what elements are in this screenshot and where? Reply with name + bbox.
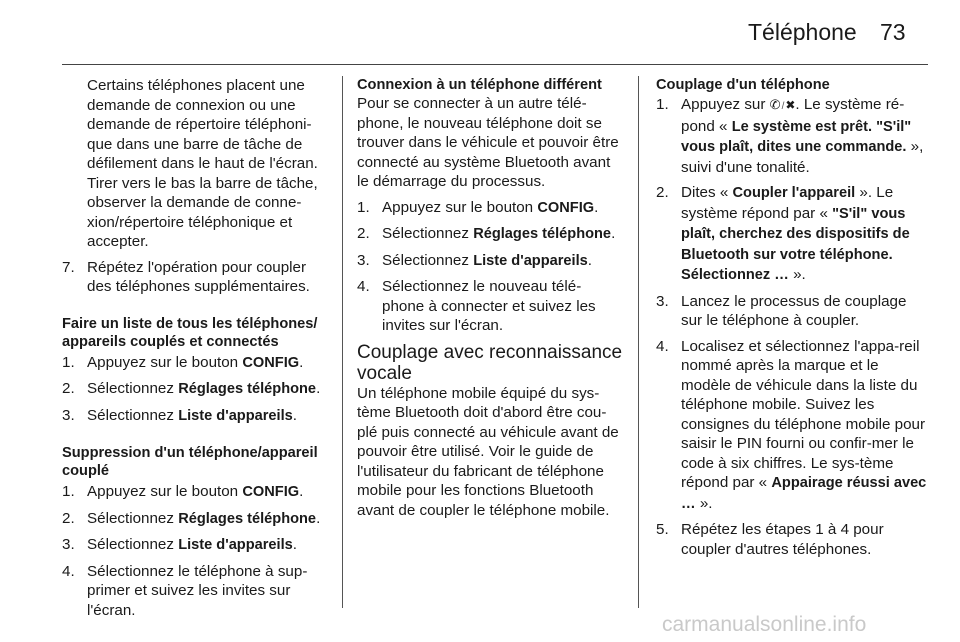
item-text: Sélectionnez [87,406,179,424]
voice-prompt: Appairage réussi avec … [681,475,927,512]
item-text: Sélectionnez [87,509,179,527]
list-item [62,482,328,503]
item-text: . [299,483,304,500]
item-text: Appuyez sur [681,96,770,113]
item-number: 1. [656,96,669,113]
connect-other-steps [357,198,623,336]
item-number: 7. [62,258,75,276]
column-1 [62,76,328,626]
item-text: . [292,406,298,424]
list-item [656,183,928,286]
item-text: . Le système ré-pond « [681,96,905,135]
column-2 [357,76,623,520]
column-divider-1 [342,76,343,608]
item-number: 2. [357,225,370,242]
section-heading-delete-device: Suppression d'un téléphone/appareil couplé [62,445,318,479]
item-text: . [299,353,304,371]
continued-paragraph: Certains téléphones placent une demande de connexion ou une demande de répertoire téléphoni-que dans une barre de tâche de défilement dans le haut de l'écran. Tirer vers le bas la barre de tâche, observer la demande de conne-xion/répertoire téléphonique et accepter. [87,77,318,250]
item-number: 4. [656,337,669,355]
column-divider-2 [638,76,639,608]
list-item [656,292,928,331]
item-text: . [587,251,593,269]
voice-pairing-paragraph: Un téléphone mobile équipé du sys-tème Bluetooth doit d'abord être cou-plé puis connecté au véhicule avant de pouvoir être utilisé. Voir le guide de l'utilisateur du fabricant de téléphone mobile pour les fonctions Bluetooth avant de coupler le téléphone mobile. [357,384,619,519]
voice-prompt: "S'il" vous plaît, cherchez des dispositifs de Bluetooth sur votre téléphone. Sélectionnez … [681,205,910,283]
item-number: 1. [62,353,75,371]
list-item [656,95,928,177]
item-text: . [316,509,321,527]
page-number: 73 [880,19,906,45]
item-number: 1. [357,198,370,216]
item-text: Répétez l'opération pour coupler des téléphones supplémentaires. [87,258,310,295]
list-item [656,520,928,559]
config-button-label: CONFIG [537,199,595,216]
config-button-label: CONFIG [242,484,300,500]
section-heading-connect-other: Connexion à un téléphone différent [357,77,602,93]
header-rule [62,64,928,65]
list-item [656,337,928,515]
menu-label: Liste d'appareils [178,407,293,424]
item-number: 4. [357,278,370,295]
slash-separator: / [781,101,785,112]
item-text: Sélectionnez [87,536,179,553]
item-text: ». [788,266,806,283]
item-text: Appuyez sur le bouton [87,353,243,371]
connect-other-paragraph: Pour se connecter à un autre télé-phone, le nouveau téléphone doit se trouver dans le véhicule et pouvoir être connecté au système Bluetooth avant le démarrage du processus. [357,95,619,190]
spacer [62,303,328,315]
item-text: Sélectionnez le nouveau télé-phone à connecter et suivez les invites sur l'écran. [382,278,596,334]
list-item [357,251,623,272]
item-text: Sélectionnez le téléphone à sup-primer et suivez les invites sur l'écran. [87,562,308,619]
item-text: . [316,380,321,397]
item-number: 3. [656,292,669,310]
item-text: Localisez et sélectionnez l'appa-reil nommé après la marque et le modèle de véhicule dans la liste du téléphone mobile. Suivez les consignes du téléphone mobile pour saisir le PIN fourni ou confir-mer le code à six chiffres. Le sys-tème répond par « [681,337,926,491]
continued-list [62,258,328,297]
menu-label: Réglages téléphone [178,381,317,397]
list-item [62,535,328,556]
item-text: Dites « [681,184,733,201]
list-item [62,258,328,297]
watermark: carmanualsonline.info [662,613,867,636]
item-text: . [292,536,298,553]
section-heading-voice-pairing: Couplage avec reconnaissance vocale [357,341,623,384]
item-text: Appuyez sur le bouton [382,198,538,216]
menu-label: Liste d'appareils [178,537,293,553]
menu-label: Liste d'appareils [473,252,588,269]
call-answer-icon: ✆ [769,97,781,112]
list-item [62,509,328,530]
delete-device-steps [62,482,328,620]
item-text: ». [695,494,713,512]
item-number: 3. [62,406,75,424]
voice-prompt: Le système est prêt. "S'il" vous plaît, dites une commande. [681,118,912,155]
menu-label: Réglages téléphone [473,226,612,242]
mute-icon: ✖ [785,98,796,112]
item-number: 2. [62,509,75,527]
column-3 [656,76,928,565]
list-item [357,224,623,245]
section-heading-list-devices: Faire un liste de tous les téléphones/ appareils couplés et connectés [62,315,318,350]
item-text: Répétez les étapes 1 à 4 pour coupler d'autres téléphones. [681,521,884,558]
list-item [62,353,328,374]
pair-phone-steps [656,95,928,559]
list-item [62,562,328,621]
item-number: 4. [62,562,75,580]
item-text: ». Le système répond par « [681,184,894,222]
item-text: », suivi d'une tonalité. [681,138,924,176]
page-header [0,0,960,66]
item-number: 5. [656,521,669,538]
config-button-label: CONFIG [242,354,300,371]
spacer [62,432,328,444]
item-number: 3. [357,251,370,269]
item-text: . [594,198,599,216]
voice-command: Coupler l'appareil [732,185,856,201]
item-number: 2. [62,380,75,397]
page-title: Téléphone [748,19,857,45]
item-text: . [611,225,616,242]
item-text: Appuyez sur le bouton [87,483,243,500]
item-text: Sélectionnez [382,225,474,242]
item-number: 2. [656,184,669,201]
list-item [62,406,328,427]
list-item [357,198,623,219]
item-number: 3. [62,536,75,553]
item-text: Sélectionnez [87,380,179,397]
list-item [62,379,328,400]
section-heading-pair-phone: Couplage d'un téléphone [656,77,830,93]
item-text: Sélectionnez [382,251,474,269]
list-item [357,277,623,336]
list-devices-steps [62,353,328,427]
item-text: Lancez le processus de couplage sur le téléphone à coupler. [681,292,907,329]
item-number: 1. [62,483,75,500]
menu-label: Réglages téléphone [178,510,317,527]
